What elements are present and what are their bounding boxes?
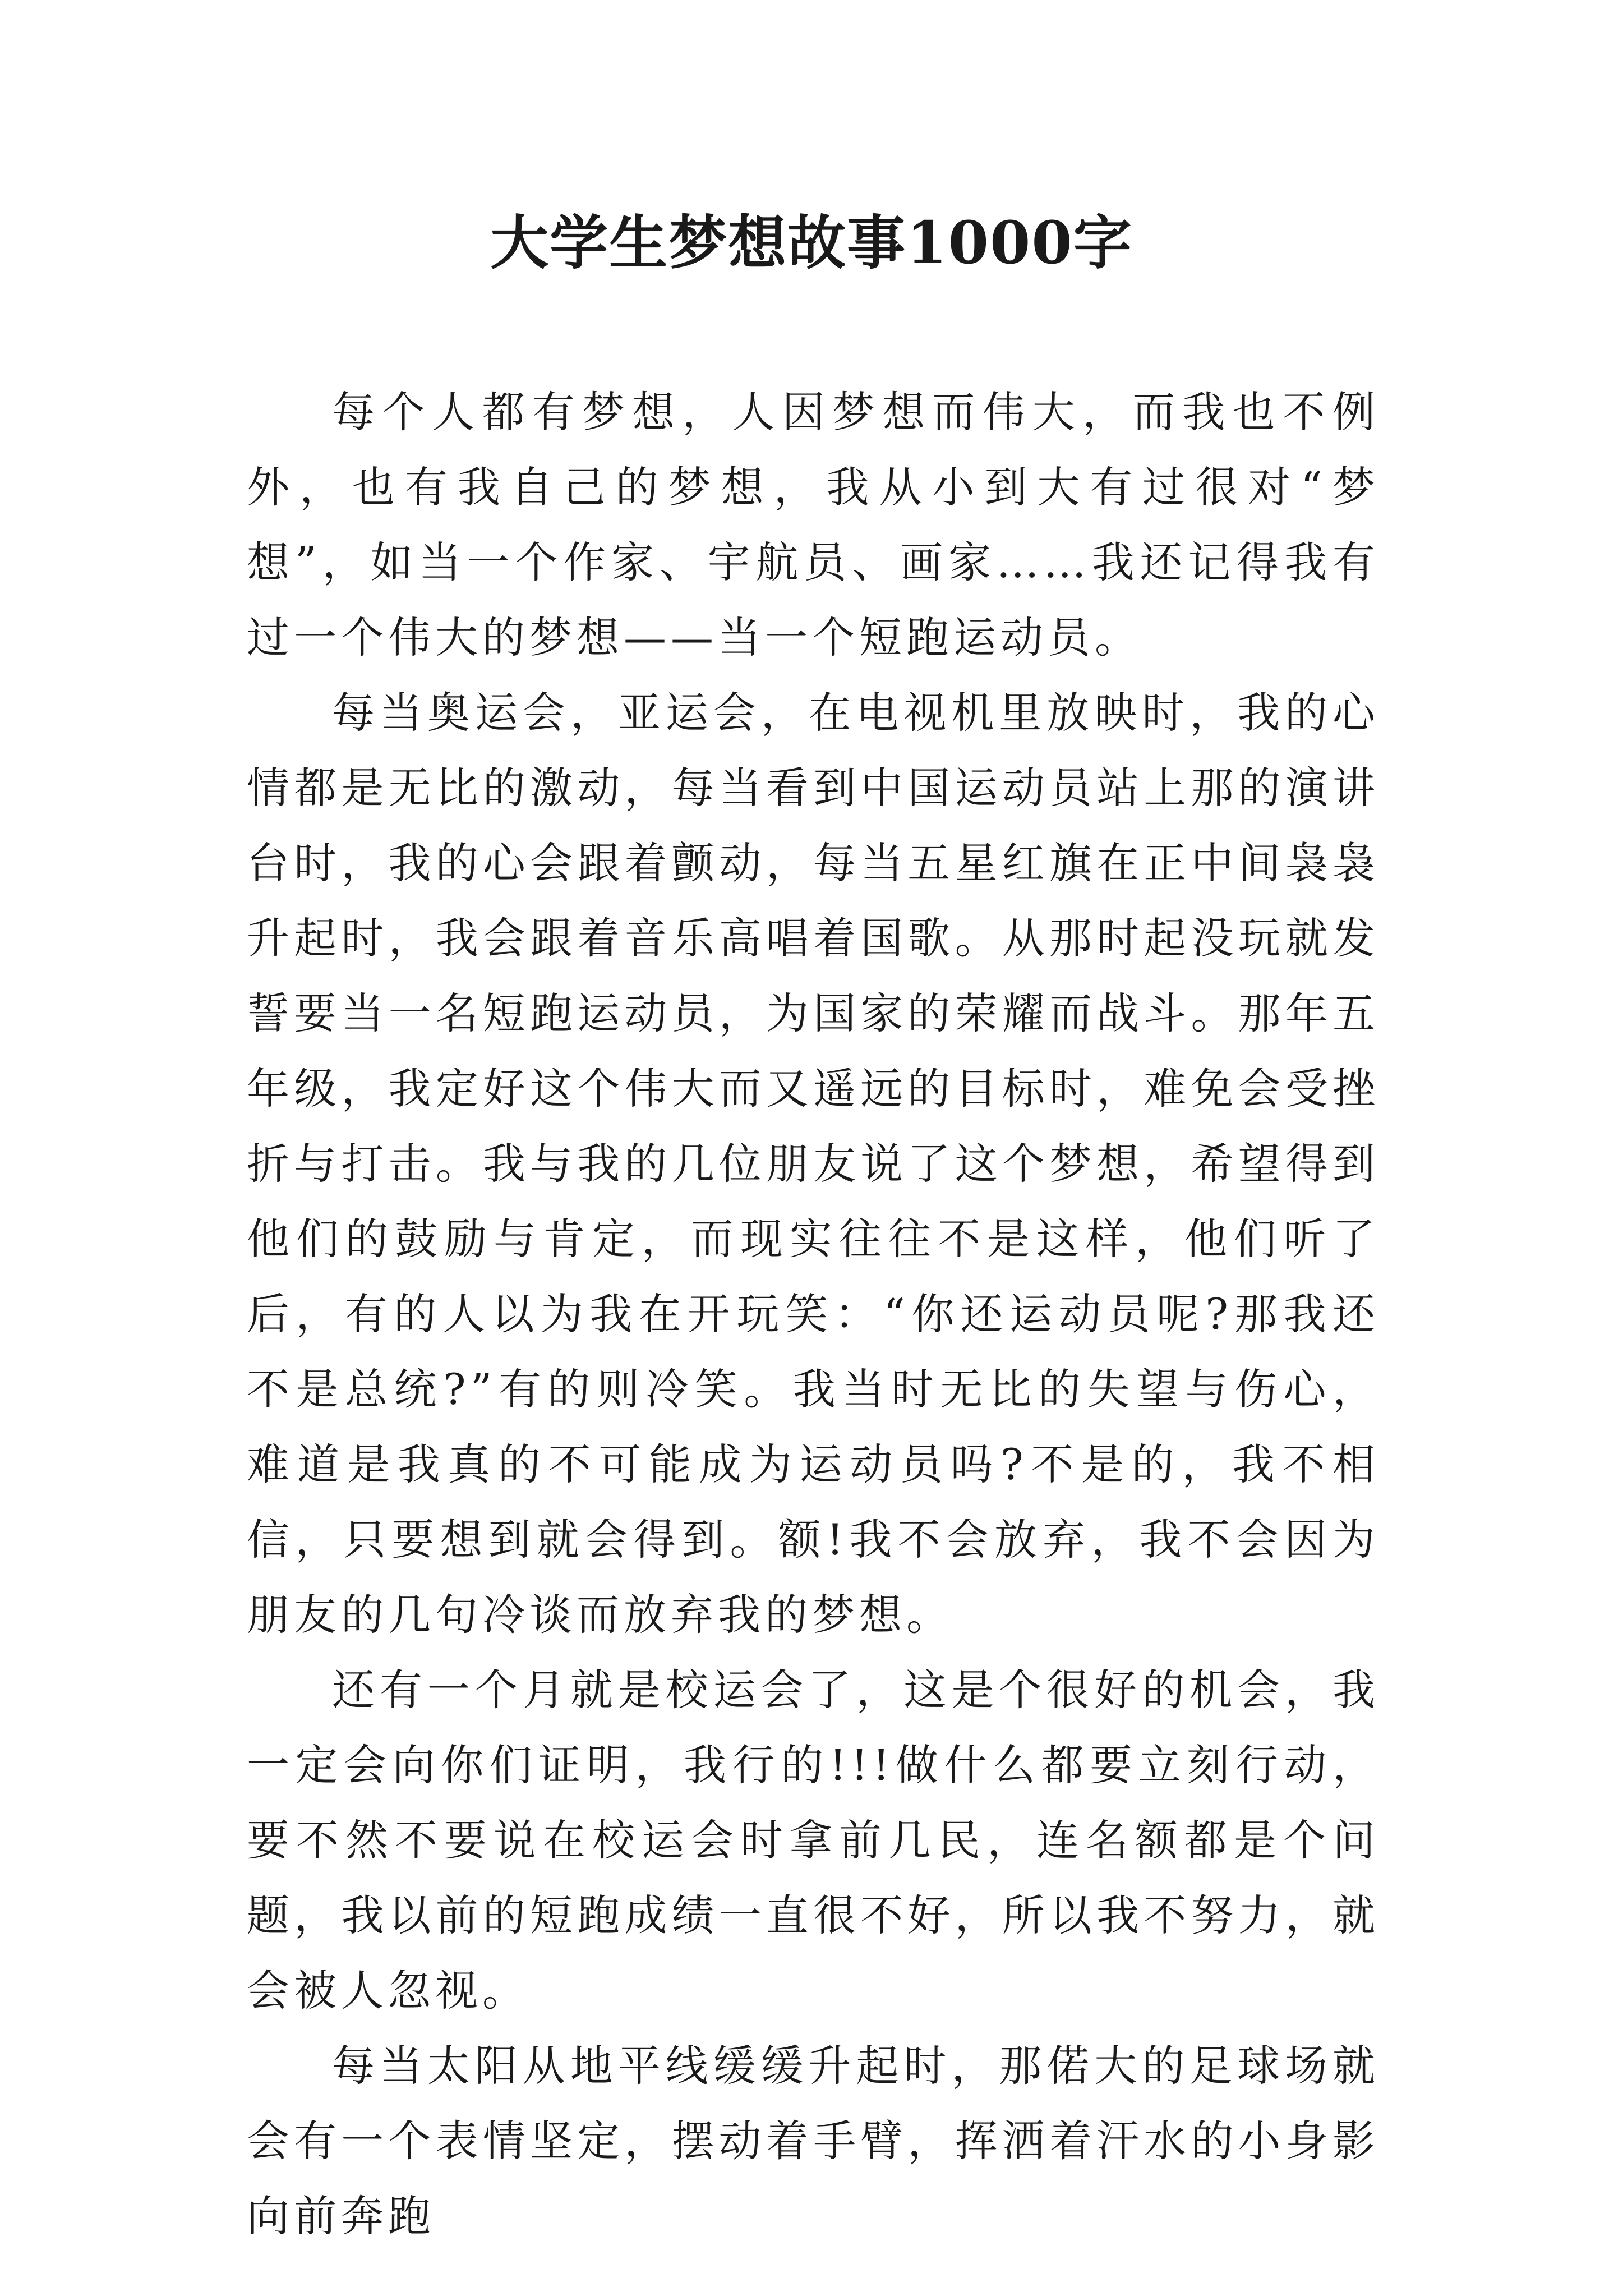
paragraph: 每当太阳从地平线缓缓升起时，那偌大的足球场就会有一个表情坚定，摆动着手臂，挥洒着汗水的小身影向前奔跑 (247, 2041, 1380, 2241)
paragraph: 每个人都有梦想，人因梦想而伟大，而我也不例外，也有我自己的梦想，我从小到大有过很对“梦想”，如当一个作家、宇航员、画家……我还记得我有过一个伟大的梦想——当一个短跑运动员。 (247, 387, 1380, 662)
paragraph: 还有一个月就是校运会了，这是个很好的机会，我一定会向你们证明，我行的!!!做什么都要立刻行动，要不然不要说在校运会时拿前几民，连名额都是个问题，我以前的短跑成绩一直很不好，所以我不努力，就会被人忽视。 (247, 1665, 1380, 2016)
paragraph: 每当奥运会，亚运会，在电视机里放映时，我的心情都是无比的激动，每当看到中国运动员站上那的演讲台时，我的心会跟着颤动，每当五星红旗在正中间袅袅升起时，我会跟着音乐高唱着国歌。从那时起没玩就发誓要当一名短跑运动员，为国家的荣耀而战斗。那年五年级，我定好这个伟大而又遥远的目标时，难免会受挫折与打击。我与我的几位朋友说了这个梦想，希望得到他们的鼓励与肯定，而现实往往不是这样，他们听了后，有的人以为我在开玩笑：“你还运动员呢?那我还不是总统?”有的则冷笑。我当时无比的失望与伤心，难道是我真的不可能成为运动员吗?不是的，我不相信，只要想到就会得到。额!我不会放弃，我不会因为朋友的几句冷谈而放弃我的梦想。 (247, 688, 1380, 1640)
document-title: 大学生梦想故事1000字 (490, 208, 1133, 277)
document-body (247, 375, 1380, 2254)
